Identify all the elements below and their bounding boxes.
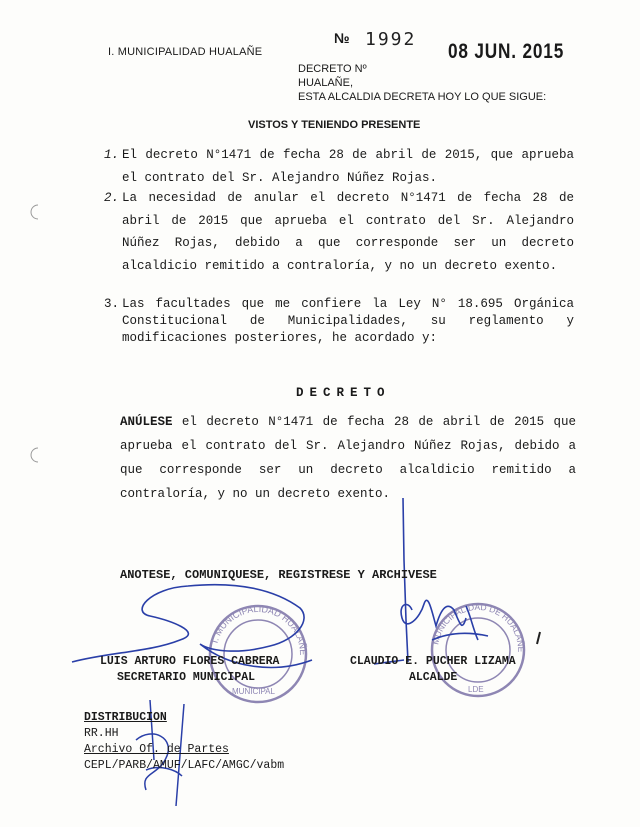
item-text: Las facultades que me confiere la Ley N° 18.695 Orgánica Constitucional de Municipalidades, su reglamento y modificaciones posteriores, he acordado y: (122, 297, 574, 345)
svg-text:MUNICIPALIDAD DE HUALAÑE (430, 602, 526, 653)
punch-hole-top (31, 205, 38, 219)
vistos-item-1 (104, 144, 574, 189)
item-text: El decreto N°1471 de fecha 28 de abril de 2015, que aprueba el contrato del Sr. Alejandro Núñez Rojas. (122, 148, 574, 185)
signature-tick (537, 632, 540, 644)
distribution-item: CEPL/PARB/AMUF/LAFC/AMGC/vabm (84, 759, 285, 772)
decree-header (298, 62, 546, 104)
folio-mark: № (334, 30, 350, 46)
decree-label: DECRETO Nº (298, 63, 367, 75)
left-stamp-bottom: MUNICIPAL (232, 687, 275, 696)
location: HUALAÑE, (298, 77, 354, 89)
municipality-name: I. MUNICIPALIDAD HUALAÑE (108, 46, 263, 58)
date-stamp: 08 JUN. 2015 (448, 40, 565, 63)
item-number: 2. (104, 191, 120, 205)
decreto-lead: ANÚLESE (120, 415, 173, 429)
vistos-item-2 (104, 187, 574, 277)
vistos-item-3 (104, 296, 574, 347)
mayor-name: CLAUDIO E. PUCHER LIZAMA (350, 655, 516, 668)
punch-hole-bottom (31, 448, 38, 462)
closing-formula: ANOTESE, COMUNIQUESE, REGISTRESE Y ARCHIVESE (120, 568, 437, 582)
item-number: 1. (104, 148, 120, 162)
mayor-title: ALCALDE (409, 671, 458, 684)
secretary-name: LUIS ARTURO FLORES CABRERA (100, 655, 280, 668)
distribution-title: DISTRIBUCION (84, 711, 167, 724)
left-stamp-text: I. MUNICIPALIDAD HUALAÑE (209, 603, 309, 656)
item-text: La necesidad de anular el decreto N°1471 de fecha 28 de abril de 2015 que aprueba el contrato del Sr. Alejandro Núñez Rojas, debido a que corresponde ser un decreto alcaldicio remitido a contraloría, y no un decreto exento. (122, 191, 574, 273)
decreto-text: el decreto N°1471 de fecha 28 de abril de 2015 que aprueba el contrato del Sr. Alejandro Núñez Rojas, debido a que corresponde ser un decreto alcaldicio remitido a contraloría, y no un decreto exento. (120, 415, 576, 501)
right-stamp-bottom: LDE (468, 685, 484, 694)
left-municipal-stamp (210, 604, 308, 702)
right-stamp-text: MUNICIPALIDAD DE HUALAÑE (430, 601, 527, 653)
distribution-item: Archivo Of. de Partes (84, 743, 229, 756)
folio-number: 1992 (365, 29, 417, 50)
distribution-item: RR.HH (84, 727, 119, 740)
decreto-title: DECRETO (296, 386, 391, 400)
vistos-title: VISTOS Y TENIENDO PRESENTE (248, 119, 421, 131)
item-number: 3. (104, 297, 120, 311)
decree-intro: ESTA ALCALDIA DECRETA HOY LO QUE SIGUE: (298, 91, 547, 103)
decreto-body (120, 410, 576, 506)
secretary-title: SECRETARIO MUNICIPAL (117, 671, 256, 684)
